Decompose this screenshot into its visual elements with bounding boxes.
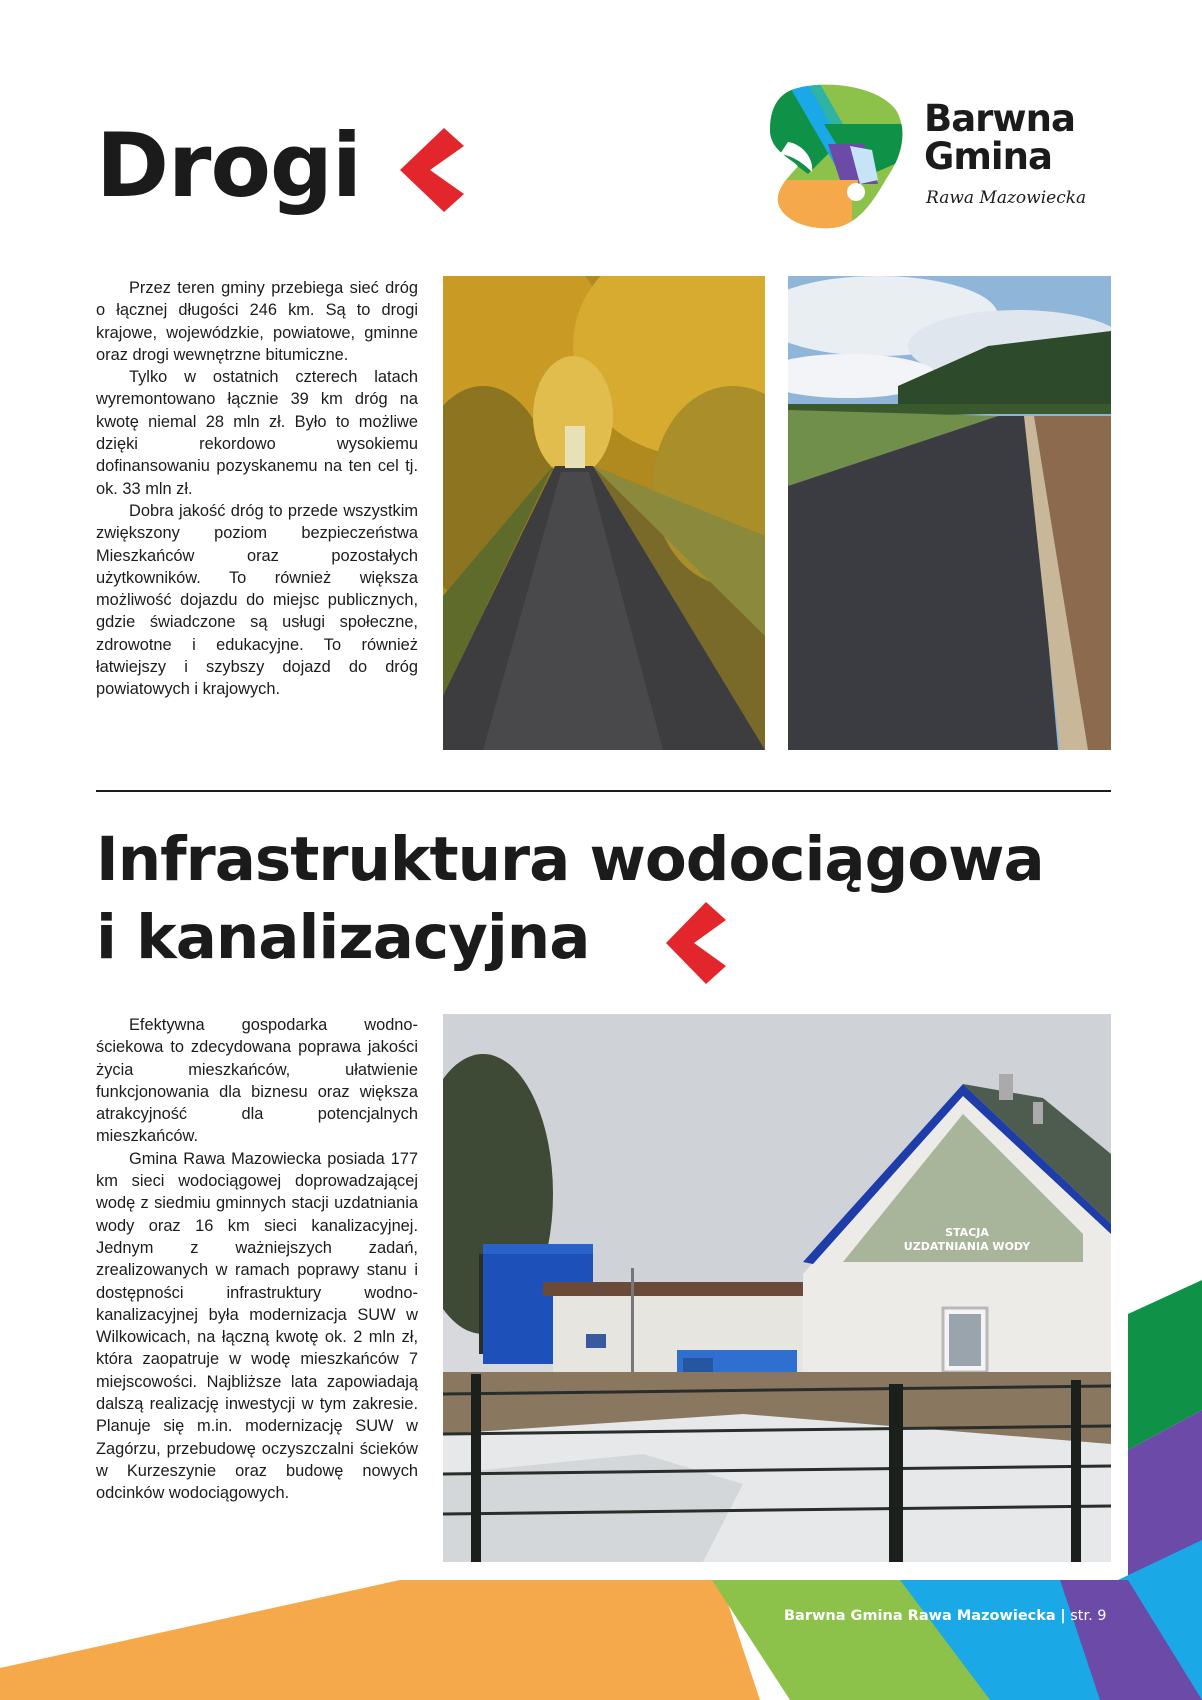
logo-mark-icon xyxy=(768,84,904,230)
infrastruktura-paragraph: Gmina Rawa Mazowiecka posiada 177 km sieci wodociągowej doprowadzającej wodę z siedmiu gminnych stacji uzdatniania wody oraz 16 km sieci kanalizacyjnej. Jednym z ważniejszych zadań, zrealizowanych w ramach poprawy stanu i dostępności infrastruktury wodno-kanalizacyjnej była modernizacja SUW w Wilkowicach, na łączną kwotę ok. 2 mln zł, która zaopatruje w wodę mieszkańców 7 miejscowości. Najbliższe lata zapowiadają dalszą realizację inwestycji w tym zakresie. Planuje się m.in. modernizację SUW w Zagórzu, przebudowę oczyszczalni ścieków w Kurzeszynie oraz budowę nowych odcinków wodociągowych. xyxy=(96,1149,418,1503)
infrastruktura-paragraph: Efektywna gospodarka wodno-ściekowa to zdecydowana poprawa jakości życia mieszkańców, ułatwienie funkcjonowania dla biznesu oraz większa atrakcyjność dla potencjalnych mieszkańców. xyxy=(96,1016,418,1146)
chevron-left-icon xyxy=(666,902,726,984)
footer-publication: Barwna Gmina Rawa Mazowiecka xyxy=(784,1608,1056,1624)
logo-line1: Barwna xyxy=(924,97,1075,140)
footer xyxy=(784,1608,1107,1624)
footer-separator: | xyxy=(1060,1608,1066,1624)
building-sign-line2: UZDATNIANIA WODY xyxy=(903,1240,1031,1253)
photo-autumn-road xyxy=(443,276,765,750)
drogi-paragraph: Przez teren gminy przebiega sieć dróg o łącznej długości 246 km. Są to drogi krajowe, wojewódzkie, powiatowe, gminne oraz drogi wewnętrzne bitumiczne. xyxy=(96,279,418,364)
logo-line2: Gmina xyxy=(924,135,1052,178)
drogi-paragraph: Tylko w ostatnich czterech latach wyremontowano łącznie 39 km dróg na kwotę niemal 28 mln zł. Było to możliwe dzięki rekordowo wysokiemu dofinansowaniu pozyskanemu na ten cel tj. ok. 33 mln zł. xyxy=(96,368,418,498)
building-sign-line1: STACJA xyxy=(945,1226,989,1239)
decorative-corner-shapes xyxy=(0,1280,1202,1700)
section-divider xyxy=(96,790,1111,792)
section-title-line2: i kanalizacyjna xyxy=(96,902,590,973)
section-title-drogi: Drogi xyxy=(96,114,362,217)
footer-page-number: str. 9 xyxy=(1070,1608,1107,1624)
drogi-text-column xyxy=(96,277,418,701)
section-title-line1: Infrastruktura wodociągowa xyxy=(96,824,1044,895)
photo-new-asphalt-road xyxy=(788,276,1111,750)
logo xyxy=(768,84,1120,230)
drogi-paragraph: Dobra jakość dróg to przede wszystkim zwiększony poziom bezpieczeństwa Mieszkańców oraz pozostałych użytkowników. To również większa możliwość dojazdu do miejsc publicznych, gdzie świadczone są usługi społeczne, zdrowotne i edukacyjne. To również łatwiejszy i szybszy dojazd do dróg powiatowych i krajowych. xyxy=(96,501,418,699)
chevron-left-icon xyxy=(400,128,464,212)
logo-tagline: Rawa Mazowiecka xyxy=(926,188,1087,208)
